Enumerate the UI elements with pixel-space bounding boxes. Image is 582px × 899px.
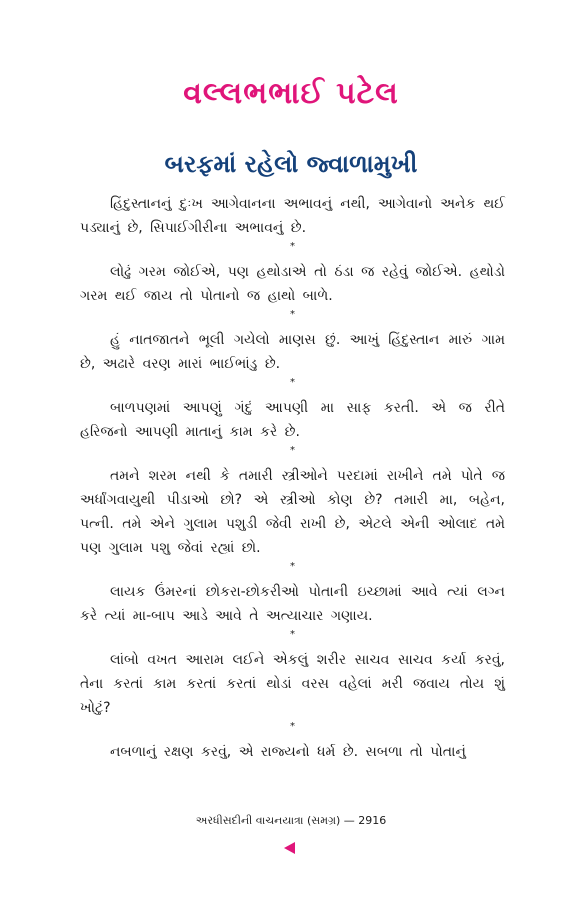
page-footer: અરધીસદીની વાચનયાત્રા (સમગ્ર) — 2916 (195, 814, 387, 827)
separator-star: * (290, 561, 295, 572)
paragraph: લોઢું ગરમ જોઈએ, પણ હથોડાએ તો ઠંડા જ રહેવું જોઈએ. હથોડો ગરમ થઈ જાય તો પોતાનો જ હાથો બાળે. (80, 264, 505, 304)
separator-star: * (290, 629, 295, 640)
paragraph: તમને શરમ નથી કે તમારી સ્ત્રીઓને પરદામાં રાખીને તમે પોતે જ અર્ધાંગવાયુથી પીડાઓ છો? એ સ્ત્રીઓ કોણ છે? તમારી મા, બહેન, પત્ની. તમે એને ગુલામ પશુડી જેવી રાખી છે, એટલે એની ઓલાદ તમે પણ ગુલામ પશુ જેવાં રહ્યાં છો. (80, 468, 505, 556)
paragraph: બાળપણમાં આપણું ગંદું આપણી મા સાફ કરતી. એ જ રીતે હરિજનો આપણી માતાનું કામ કરે છે. (80, 400, 505, 440)
paragraph: હું નાતજાતને ભૂલી ગયેલો માણસ છું. આખું હિંદુસ્તાન મારું ગામ છે, અઢારે વરણ મારાં ભાઈભાંડુ છે. (80, 332, 505, 372)
paragraph: લાંબો વખત આરામ લઈને એકલું શરીર સાચવ સાચવ કર્યા કરવું, તેના કરતાં કામ કરતાં કરતાં થોડાં વરસ વહેલાં મરી જવાય તોય શું ખોટું? (80, 652, 505, 716)
separator-star: * (290, 241, 295, 252)
previous-page-arrow-icon[interactable] (284, 842, 295, 854)
separator-star: * (290, 721, 295, 732)
paragraph: લાયક ઉંમરનાં છોકરા-છોકરીઓ પોતાની ઇચ્છામાં આવે ત્યાં લગ્ન કરે ત્યાં મા-બાપ આડે આવે તે અત્યાચાર ગણાય. (80, 584, 505, 624)
body-text (80, 192, 505, 764)
section-heading: બરફમાં રહેલો જ્વાળામુખી (164, 150, 418, 178)
paragraph: નબળાનું રક્ષણ કરવું, એ રાજ્યનો ધર્મ છે. સબળા તો પોતાનું (110, 744, 466, 760)
separator-star: * (290, 445, 295, 456)
separator-star: * (290, 309, 295, 320)
paragraph: હિંદુસ્તાનનું દુઃખ આગેવાનના અભાવનું નથી, આગેવાનો અનેક થઈ પડ્યાનું છે, સિપાઈગીરીના અભાવનું છે. (80, 196, 505, 236)
page-title: વલ્લભભાઈ પટેલ (183, 76, 399, 111)
separator-star: * (290, 377, 295, 388)
